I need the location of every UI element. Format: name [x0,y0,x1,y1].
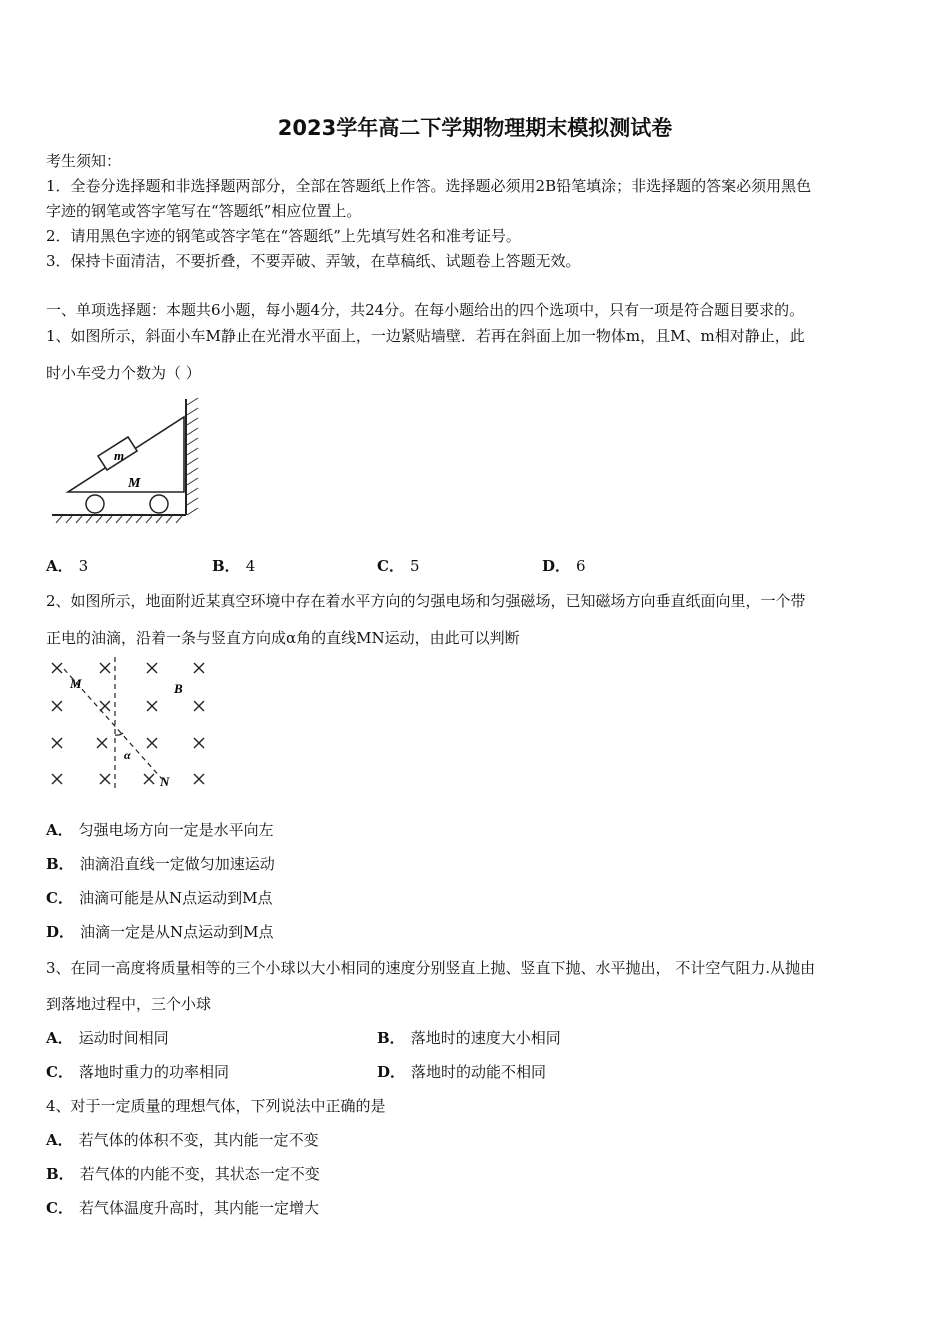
option-label: B． [377,1029,405,1047]
q1-option-c[interactable] [377,555,420,577]
option-text: 若气体的体积不变，其内能一定不变 [78,1131,319,1149]
option-text: 6 [576,557,586,575]
q1-figure-label-M: M [128,476,141,491]
option-text: 落地时的动能不相同 [411,1063,547,1081]
q1-stem-cont: 时小车受力个数为（ ） [46,364,201,382]
option-text: 匀强电场方向一定是水平向左 [78,821,274,839]
option-text: 运动时间相同 [78,1029,169,1047]
option-text: 4 [245,557,256,575]
notice-item: 2．请用黑色字迹的钢笔或答字笔在“答题纸”上先填写姓名和准考证号。 [46,227,521,245]
option-label: B． [212,557,240,575]
notice-heading: 考生须知： [46,152,122,170]
option-text: 落地时重力的功率相同 [78,1063,229,1081]
notice-item: 3．保持卡面清洁，不要折叠，不要弄破、弄皱，在草稿纸、试题卷上答题无效。 [46,252,581,270]
q2-figure-label-B: B [174,681,183,696]
option-text: 3 [78,557,89,575]
section-heading: 一、单项选择题：本题共6小题，每小题4分，共24分。在每小题给出的四个选项中，只有一项是符合题目要求的。 [46,301,805,319]
q2-option-c[interactable] [46,887,272,909]
option-label: A． [46,1029,73,1047]
option-label: B． [46,1165,74,1183]
option-label: D． [542,557,571,575]
q2-figure-field [44,655,214,795]
q1-figure-label-m: m [114,448,125,463]
q1-option-d[interactable] [542,555,586,577]
option-label: C． [377,557,404,575]
q2-option-d[interactable] [46,921,274,943]
option-text: 5 [409,557,420,575]
option-text: 油滴沿直线一定做匀加速运动 [79,855,275,873]
q4-stem: 4、对于一定质量的理想气体，下列说法中正确的是 [46,1097,386,1115]
q3-option-d[interactable] [377,1061,546,1083]
q3-option-b[interactable] [377,1027,561,1049]
option-label: C． [46,1199,73,1217]
q3-option-a[interactable] [46,1027,169,1049]
option-label: D． [377,1063,406,1081]
q1-option-b[interactable] [212,555,255,577]
q2-stem-cont: 正电的油滴，沿着一条与竖直方向成α角的直线MN运动，由此可以判断 [46,629,520,647]
q3-stem-cont: 到落地过程中，三个小球 [46,995,212,1013]
q2-option-a[interactable] [46,819,274,841]
option-label: C． [46,1063,73,1081]
q1-option-a[interactable] [46,555,88,577]
q2-stem: 2、如图所示，地面附近某真空环境中存在着水平方向的匀强电场和匀强磁场，已知磁场方向垂直纸面向里，一个带 [46,592,806,610]
q2-figure-label-N: N [160,774,170,789]
q2-figure-label-alpha: α [124,748,131,762]
q2-option-b[interactable] [46,853,275,875]
notice-item: 1．全卷分选择题和非选择题两部分，全部在答题纸上作答。选择题必须用2B铅笔填涂；非选择题的答案必须用黑色 [46,177,812,195]
exam-title: 2023学年高二下学期物理期末模拟测试卷 [277,116,673,140]
q4-option-b[interactable] [46,1163,320,1185]
option-text: 落地时的速度大小相同 [410,1029,561,1047]
notice-item: 字迹的钢笔或答字笔写在“答题纸”相应位置上。 [46,202,362,220]
q3-stem: 3、在同一高度将质量相等的三个小球以大小相同的速度分别竖直上抛、竖直下抛、水平抛出， 不计空气阻力.从抛由 [46,959,816,977]
q2-figure-label-M: M [70,676,82,691]
q1-stem: 1、如图所示，斜面小车M静止在光滑水平面上，一边紧贴墙壁．若再在斜面上加一物体m，且M、m相对静止，此 [46,327,805,345]
option-text: 油滴可能是从N点运动到M点 [78,889,273,907]
option-label: C． [46,889,73,907]
q4-option-a[interactable] [46,1129,319,1151]
q4-option-c[interactable] [46,1197,319,1219]
option-label: A． [46,821,73,839]
option-label: A． [46,1131,73,1149]
option-label: D． [46,923,75,941]
option-label: A． [46,557,73,575]
option-text: 若气体的内能不变，其状态一定不变 [79,1165,320,1183]
option-label: B． [46,855,74,873]
q1-figure-incline-cart [46,393,206,533]
option-text: 油滴一定是从N点运动到M点 [80,923,274,941]
option-text: 若气体温度升高时，其内能一定增大 [78,1199,319,1217]
q3-option-c[interactable] [46,1061,229,1083]
